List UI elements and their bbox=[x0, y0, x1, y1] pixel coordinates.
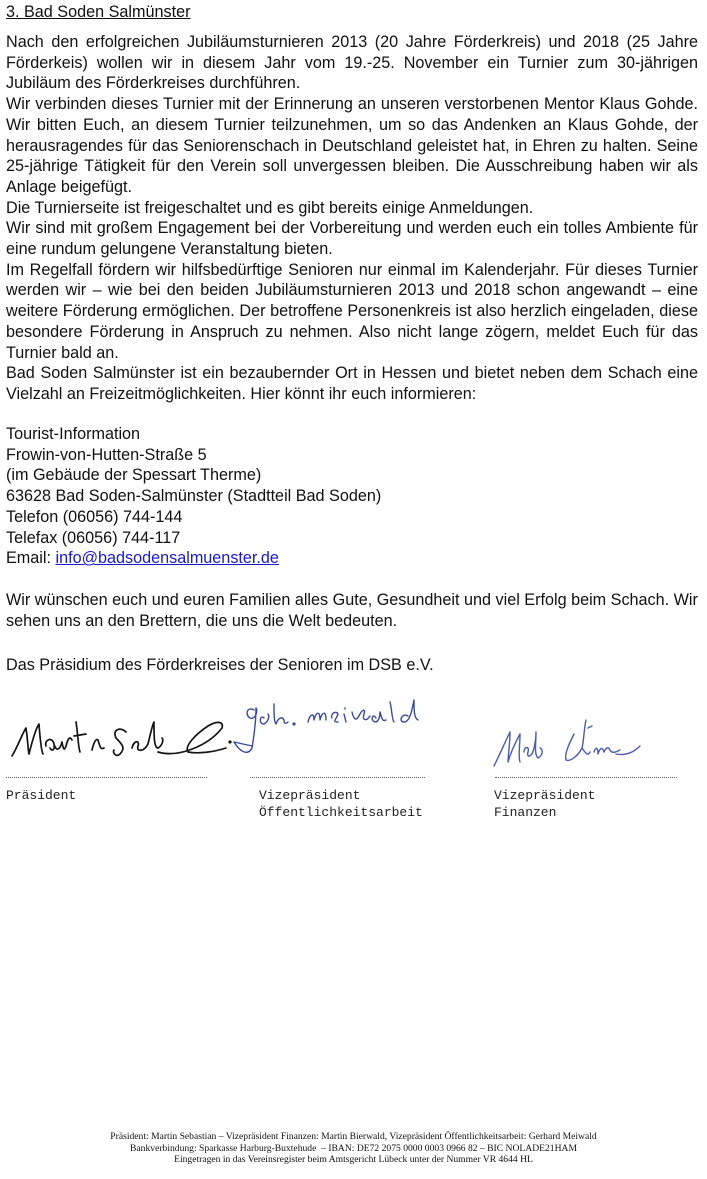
role-vf-area: Finanzen bbox=[494, 805, 557, 820]
email-link[interactable]: info@badsodensalmuenster.de bbox=[55, 549, 279, 568]
contact-name: Tourist-Information bbox=[6, 425, 141, 443]
paragraph-funding: Im Regelfall fördern wir hilfsbedürftige Senioren nur einmal im Kalenderjahr. Für dieses Turnier werden wir – wie bei den beiden Jubiläumsturnieren 2013 und 2018 schon angewandt – eine weitere Förderung ermöglichen. Der betroffene Personenkreis ist also herzlich eingeladen, diese besondere Förderung in Anspruch zu nehmen. Also nicht lange zögern, meldet Euch für das Turnier bald an. bbox=[6, 260, 698, 362]
role-vf-title: Vizepräsident bbox=[494, 788, 596, 803]
signature-line-vice-finance bbox=[495, 777, 677, 778]
role-president-title: Präsident bbox=[6, 788, 77, 803]
presidium-line: Das Präsidium des Förderkreises der Senioren im DSB e.V. bbox=[6, 656, 434, 674]
section-heading: 3. Bad Soden Salmünster bbox=[6, 3, 191, 21]
email-label: Email: bbox=[6, 549, 51, 568]
closing-wishes bbox=[6, 590, 706, 631]
contact-fax: Telefax (06056) 744-117 bbox=[6, 528, 181, 547]
signature-president bbox=[8, 706, 233, 768]
signature-line-president bbox=[6, 777, 207, 778]
contact-email-row bbox=[6, 548, 381, 569]
paragraph-memorial: Wir verbinden dieses Turnier mit der Erinnerung an unseren verstorbenen Mentor Klaus Gohde. Wir bitten Euch, an diesem Turnier teilzunehmen, um so das Andenken an Klaus Gohde, der herausragendes für das Seniorenschach in Deutschland geleistet hat, in Ehren zu halten. Seine 25-jährige Tätigkeit für den Verein soll unvergessen bleiben. Die Ausschreibung haben wir als Anlage beigefügt. bbox=[6, 95, 698, 196]
contact-phone: Telefon (06056) 744-144 bbox=[6, 507, 183, 526]
contact-building: (im Gebäude der Spessart Therme) bbox=[6, 466, 262, 485]
role-vpr-title: Vizepräsident bbox=[259, 788, 361, 803]
role-vpr-area: Öffentlichkeitsarbeit bbox=[259, 805, 423, 820]
role-vice-finance bbox=[494, 787, 595, 821]
letter-body bbox=[6, 32, 698, 405]
signature-line-vice-public-relations bbox=[250, 777, 425, 778]
paragraph-anniversary: Nach den erfolgreichen Jubiläumsturnieren 2013 (20 Jahre Förderkreis) und 2018 (25 Jahre Förderkeis) wollen wir in diesem Jahr vom 19.-25. November ein Turnier zum 30-jährigen Jubiläum des Förderkreises durchführen. bbox=[6, 33, 698, 93]
signature-vice-public-relations bbox=[230, 696, 450, 758]
footer-board: Präsident: Martin Sebastian – Vizepräsident Finanzen: Martin Bierwald, Vizepräsident Öffentlichkeitsarbeit: Gerhard Meiwald bbox=[110, 1131, 597, 1142]
footer-bank: Bankverbindung: Sparkasse Harburg-Buxtehude – IBAN: DE72 2075 0000 0003 0966 82 – BIC NOLADE21HAM bbox=[130, 1142, 577, 1154]
closing-paragraph: Wir wünschen euch und euren Familien alles Gute, Gesundheit und viel Erfolg beim Schach. Wir sehen uns an den Brettern, die uns die Welt bedeuten. bbox=[6, 591, 698, 630]
contact-city: 63628 Bad Soden-Salmünster (Stadtteil Bad Soden) bbox=[6, 487, 382, 506]
paragraph-registration: Die Turnierseite ist freigeschaltet und es gibt bereits einige Anmeldungen. bbox=[6, 198, 534, 217]
role-vice-public-relations bbox=[259, 787, 423, 821]
contact-block bbox=[6, 424, 381, 569]
signature-vice-finance bbox=[490, 718, 650, 772]
paragraph-engagement: Wir sind mit großem Engagement bei der Vorbereitung und werden euch ein tolles Ambiente für eine rundum gelungene Veranstaltung bieten. bbox=[6, 219, 698, 259]
contact-street: Frowin-von-Hutten-Straße 5 bbox=[6, 445, 207, 464]
footer-register: Eingetragen in das Vereinsregister beim Amtsgericht Lübeck unter der Nummer VR 4644 HL bbox=[174, 1154, 533, 1165]
paragraph-location: Bad Soden Salmünster ist ein bezaubernder Ort in Hessen und bietet neben dem Schach eine Vielzahl an Freizeitmöglichkeiten. Hier könnt ihr euch informieren: bbox=[6, 364, 698, 403]
letter-footer bbox=[0, 1131, 707, 1166]
role-president bbox=[6, 787, 76, 804]
